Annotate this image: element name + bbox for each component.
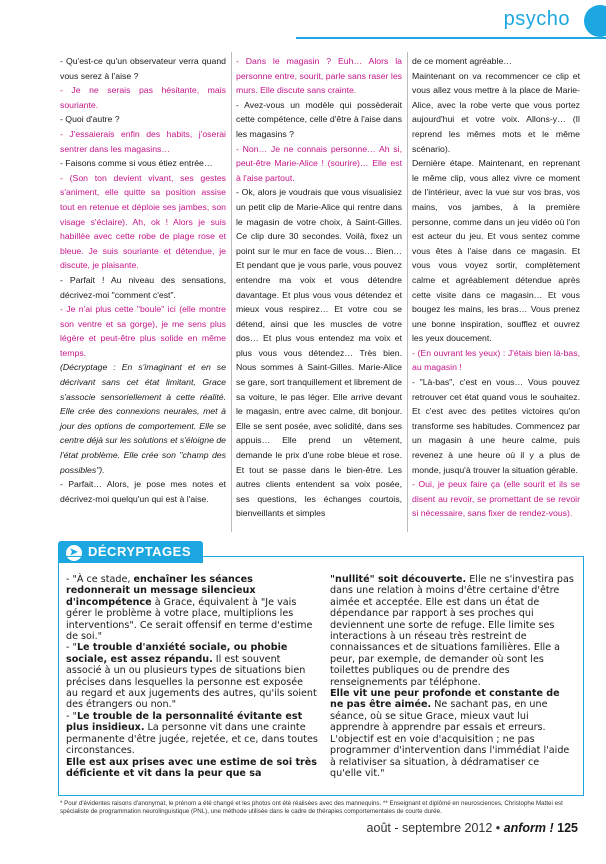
footnote: * Pour d'évidentes raisons d'anonymat, le prénom a été changé et les photos ont été réalisées avec des mannequins. ** Enseignant et diplômé en neurosciences, Christophe Mattei est spécialiste de programmation neurolinguistique (PNL), une méthode utilisée dans le cadre de thérapies comportementales de courte durée. — [60, 800, 563, 816]
column-divider — [231, 52, 232, 532]
article-column-3 — [412, 54, 580, 521]
decryptages-column-1 — [66, 574, 318, 779]
paragraph: - (En ouvrant les yeux) : J'étais bien là-bas, au magasin ! — [412, 347, 580, 373]
body-text: Il est souvent associé à un ou plusieurs types de situations bien précises dans lesquelles la personne est exposée au regard et aux jugements des autres, qu'ils soient des étrangers ou non." — [66, 653, 317, 711]
body-text: - " — [66, 642, 77, 654]
emphasis-text: Elle vit une peur profonde et constante de ne pas être aimée. — [330, 688, 560, 711]
paragraph: - Oui, je peux faire ça (elle sourit et ils se disent au revoir, se promettant de se revoir si nécessaire, sans fixer de rendez-vous). — [412, 479, 580, 519]
paragraph: - Avez-vous un modèle qui possèderait cette compétence, celle d'être à l'aise dans les magasins ? — [236, 99, 402, 139]
article-column-2 — [236, 54, 402, 521]
header-rule — [296, 37, 606, 39]
emphasis-text: Le trouble d'anxiété sociale, ou phobie sociale, est assez répandu. — [66, 642, 288, 665]
paragraph: (Décryptage : En s'imaginant et en se décrivant sans cet état limitant, Grace s'associe sensoriellement à cette réalité. Elle crée des connexions neurales, met à jour des options de comportement. Elle se centre déjà sur les solutions et s'éloigne de l'état problème. Elle crée son "champ des possibles"). — [60, 362, 226, 475]
decryptage-paragraph — [66, 574, 318, 642]
body-text: Elle ne s'investira pas dans une relation à moins d'être certaine d'être aimée et acceptée. Elle est dans un état de dépendance par rapport à ses proches qui deviennent une sorte de refuge. Elle limite ses interactions à un réseau très restreint de connaissances et de situations familières. Elle a peur, par exemple, de demander où sont les toilettes publiques ou de prendre des renseignements par téléphone. — [330, 574, 574, 688]
paragraph: - (Son ton devient vivant, ses gestes s'animent, elle quitte sa position assise tout en retenue et déploie ses jambes, son visage s'éclaire). Ah, ok ! Alors je suis habillée avec cette robe de plage rose et bleue. Je suis souriante et détendue, je discute, je plaisante. — [60, 172, 226, 271]
decryptages-column-2 — [330, 574, 574, 779]
paragraph: - Parfait… Alors, je pose mes notes et décrivez-moi quelqu'un qui est à l'aise. — [60, 479, 226, 504]
body-text: - "À ce stade, — [66, 574, 134, 585]
section-dot-icon — [584, 5, 606, 37]
body-text: à Grace, équivalent à "Je vais gérer le problème à votre place, multiplions les interventions". Ce serait offensif en terme d'estime de soi." — [66, 596, 313, 643]
decryptage-paragraph — [66, 757, 318, 780]
paragraph: Maintenant on va recommencer ce clip et vous allez vous mettre à la place de Marie-Alice, avec la robe verte que vous portez aujourd'hui et votre voix. Allons-y… (Il reprend les mêmes mots et le même scénario). — [412, 70, 580, 154]
chevron-right-icon: ➤ — [66, 545, 82, 561]
body-text: La personne vit dans une crainte permanente d'être jugée, rejetée, et ce, dans toutes circonstances. — [66, 722, 318, 757]
paragraph: - J'essaierais enfin des habits, j'oserai sentrer dans les magasins… — [60, 128, 226, 154]
emphasis-text: enchaîner les séances redonnerait un message silencieux d'incompétence — [66, 574, 256, 608]
paragraph: - Non… Je ne connais personne… Ah si, peut-être Marie-Alice ! (sourire)… Elle est à l'aise partout. — [236, 143, 402, 183]
body-text: - " — [66, 710, 77, 722]
page-footer — [367, 821, 578, 835]
column-divider — [407, 52, 408, 532]
decryptage-paragraph — [66, 642, 318, 710]
paragraph: - Parfait ! Au niveau des sensations, décrivez-moi "comment c'est". — [60, 274, 226, 300]
body-text: Ne sachant pas, en une séance, où se situe Grace, mieux vaut lui apprendre à apprendre par essais et erreurs. L'objectif est en voie d'acquisition ; ne pas programmer d'intervention dans l'immédiat l'aide à relativiser sa situation, à dédramatiser ce qu'elle vit." — [330, 699, 570, 779]
paragraph: - Dans le magasin ? Euh… Alors la personne entre, sourit, parle sans raser les murs. Elle discute sans crainte. — [236, 56, 402, 96]
emphasis-text: Elle est aux prises avec une estime de soi très déficiente et vit dans la peur que sa — [66, 756, 317, 779]
paragraph: - Faisons comme si vous étiez entrée… — [60, 158, 213, 169]
emphasis-text: "nullité" soit découverte. — [330, 574, 467, 585]
magazine-brand: anform ! — [503, 821, 554, 835]
emphasis-text: Le trouble de la personnalité évitante est plus insidieux. — [66, 710, 303, 734]
paragraph: - Quoi d'autre ? — [60, 114, 120, 125]
article-column-1 — [60, 54, 226, 506]
paragraph: - Ok, alors je voudrais que vous visualisiez un petit clip de Marie-Alice qui rentre dans le magasin de votre choix, à Saint-Gilles. Ce clip dure 30 secondes. Voilà, fixez un point sur le mur en face de vous… Bien… Et pendant que je vous parle, vous pouvez entendre ma voix et vous détendre davantage. Et plus vous vous détendez et mieux vous respirez… Et votre cou se détend, ainsi que les muscles de votre dos… Et plus vous entendez ma voix et plus vous vous détendez… Très bien. Nous sommes à Saint-Gilles. Marie-Alice se gare, sort tranquillement et librement de sa voiture, le pas léger. Elle arrive devant le magasin, entre avec calme, dit bonjour. Elle se sent posée, avec solidité, dans ses appuis… Elle prend un vêtement, demande le prix d'une robe bleue et rose. Et tout se passe dans le bien-être. Les autres clients entendent sa voix posée, ses questions, les échanges courtois, bienveillants et simples — [236, 187, 402, 519]
page-number: 125 — [553, 821, 578, 835]
paragraph: - Je n'ai plus cette "boule" ici (elle montre son ventre et sa gorge), je me sens plus légère et peut-être plus solide en même temps. — [60, 304, 226, 358]
decryptages-title: DÉCRYPTAGES — [88, 544, 192, 559]
paragraph: - Qu'est-ce qu'un observateur verra quand vous serez à l'aise ? — [60, 56, 226, 81]
decryptage-paragraph — [330, 688, 574, 779]
issue-date: août - septembre 2012 • — [366, 821, 504, 835]
paragraph: - Je ne serais pas hésitante, mais souriante. — [60, 85, 226, 110]
section-label: psycho — [503, 8, 570, 30]
decryptage-paragraph — [66, 711, 318, 757]
paragraph: de ce moment agréable… — [412, 56, 512, 66]
decryptage-paragraph — [330, 574, 574, 688]
paragraph: - "Là-bas", c'est en vous… Vous pouvez retrouver cet état quand vous le souhaitez. Et c'est avec des petites victoires qu'on transforme ses habitudes. Commencez par un magasin à une heure calme, puis revenez à une heure où il y a plus de monde, jusqu'à trouver la situation gérable. — [412, 377, 580, 475]
paragraph: Dernière étape. Maintenant, en reprenant le même clip, vous allez vivre ce moment de l'intérieur, avec la vue sur vos bras, vos mains, vos jambes, à la première personne, comme dans un jeu vidéo où l'on est acteur du jeu. Et vous sentez comme vous êtes à l'aise dans ce magasin. Et vous vous voyez sortir, complètement calme et agréablement détendue après cette visite dans ce magasin… Et vous bougez les mains, les bras… Vous prenez une bonne inspiration, soufflez et ouvrez les yeux doucement. — [412, 158, 580, 344]
